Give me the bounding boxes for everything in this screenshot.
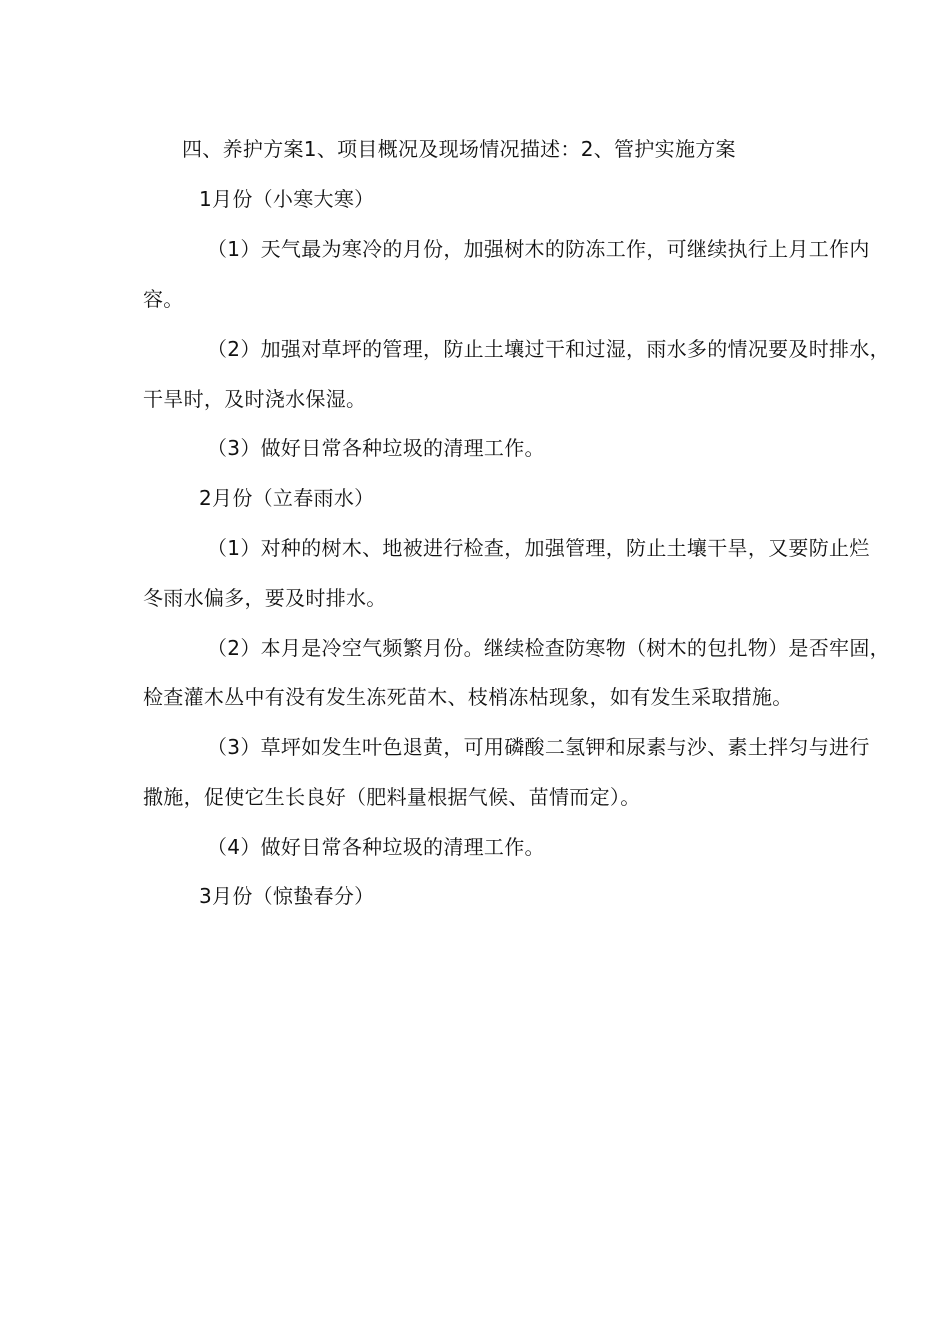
section-heading: 四、养护方案1、项目概况及现场情况描述：2、管护实施方案 xyxy=(182,137,736,161)
january-item-1-continued: 容。 xyxy=(143,287,184,311)
february-item-1: （1）对种的树木、地被进行检查，加强管理，防止土壤干旱，又要防止烂 xyxy=(207,536,870,560)
january-item-2: （2）加强对草坪的管理，防止土壤过干和过湿，雨水多的情况要及时排水， xyxy=(207,337,890,361)
february-item-2-continued: 检查灌木丛中有没有发生冻死苗木、枝梢冻枯现象，如有发生采取措施。 xyxy=(143,685,793,709)
month-title-march: 3月份（惊蛰春分） xyxy=(199,884,375,908)
month-title-february: 2月份（立春雨水） xyxy=(199,486,375,510)
february-item-3: （3）草坪如发生叶色退黄，可用磷酸二氢钾和尿素与沙、素土拌匀与进行 xyxy=(207,735,870,759)
january-item-2-continued: 干旱时，及时浇水保湿。 xyxy=(143,387,367,411)
january-item-3: （3）做好日常各种垃圾的清理工作。 xyxy=(207,436,545,460)
february-item-2: （2）本月是冷空气频繁月份。继续检查防寒物（树木的包扎物）是否牢固， xyxy=(207,636,890,660)
month-title-january: 1月份（小寒大寒） xyxy=(199,187,375,211)
february-item-4: （4）做好日常各种垃圾的清理工作。 xyxy=(207,835,545,859)
january-item-1: （1）天气最为寒冷的月份，加强树木的防冻工作，可继续执行上月工作内 xyxy=(207,237,870,261)
february-item-1-continued: 冬雨水偏多，要及时排水。 xyxy=(143,586,387,610)
february-item-3-continued: 撒施，促使它生长良好（肥料量根据气候、苗情而定）。 xyxy=(143,785,641,809)
